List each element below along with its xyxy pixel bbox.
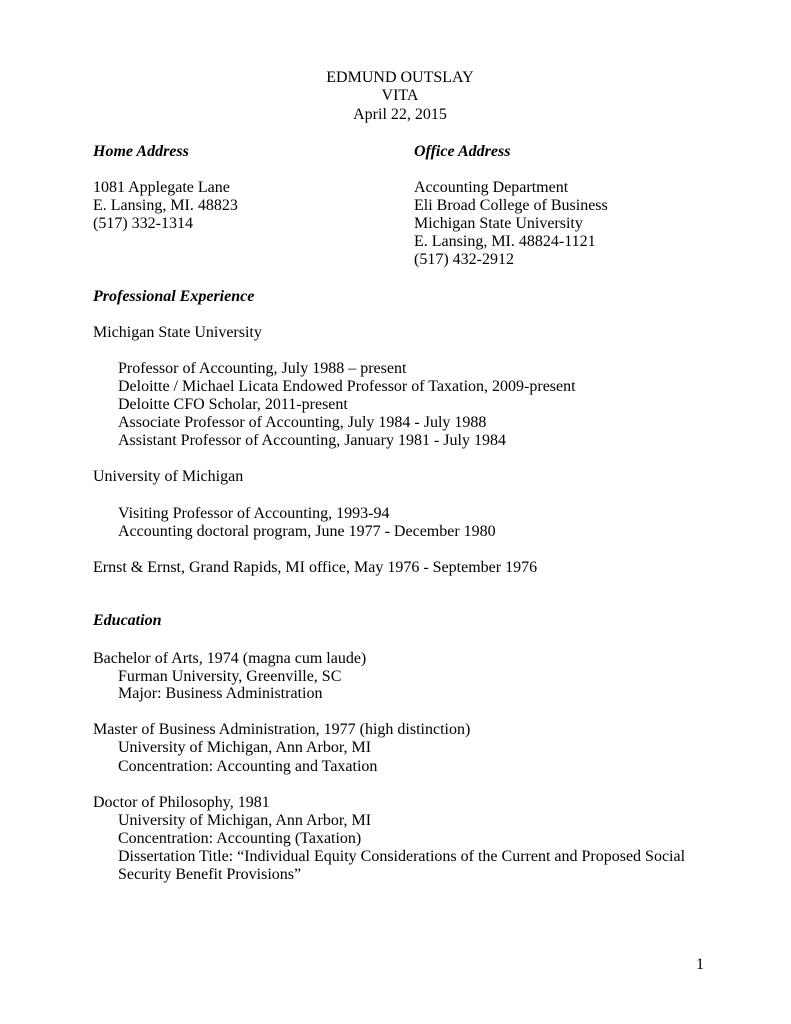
degree-detail: Dissertation Title: “Individual Equity Considerations of the Current and Proposed Social xyxy=(118,848,686,865)
education-heading: Education xyxy=(93,612,162,629)
cv-name: EDMUND OUTSLAY xyxy=(326,69,474,86)
degree-mba: Master of Business Administration, 1977 (high distinction) xyxy=(93,721,471,738)
home-address-heading: Home Address xyxy=(93,143,189,160)
position-item: Accounting doctoral program, June 1977 - December 1980 xyxy=(118,523,496,540)
office-address-line: E. Lansing, MI. 48824-1121 xyxy=(414,233,596,250)
degree-detail: Furman University, Greenville, SC xyxy=(118,668,342,685)
position-item: Deloitte CFO Scholar, 2011-present xyxy=(118,396,348,413)
office-address-line: Eli Broad College of Business xyxy=(414,197,608,214)
degree-detail: Concentration: Accounting and Taxation xyxy=(118,758,378,775)
degree-phd: Doctor of Philosophy, 1981 xyxy=(93,794,270,811)
position-item: Visiting Professor of Accounting, 1993-94 xyxy=(118,505,390,522)
office-address-line: Michigan State University xyxy=(414,215,583,232)
employer-msu: Michigan State University xyxy=(93,324,262,341)
degree-detail: Major: Business Administration xyxy=(118,685,323,702)
cv-date: April 22, 2015 xyxy=(353,106,447,123)
degree-detail: Security Benefit Provisions” xyxy=(118,866,302,883)
degree-ba: Bachelor of Arts, 1974 (magna cum laude) xyxy=(93,650,367,667)
home-address-line: 1081 Applegate Lane xyxy=(93,179,230,196)
position-item: Deloitte / Michael Licata Endowed Professor of Taxation, 2009-present xyxy=(118,378,576,395)
office-address-line: (517) 432-2912 xyxy=(414,251,514,268)
employer-ernst: Ernst & Ernst, Grand Rapids, MI office, May 1976 - September 1976 xyxy=(93,559,538,576)
office-address-heading: Office Address xyxy=(414,143,511,160)
home-address-line: (517) 332-1314 xyxy=(93,215,193,232)
page-number: 1 xyxy=(696,956,704,973)
experience-heading: Professional Experience xyxy=(93,288,255,305)
position-item: Assistant Professor of Accounting, January 1981 - July 1984 xyxy=(118,432,506,449)
degree-detail: Concentration: Accounting (Taxation) xyxy=(118,830,362,847)
home-address-line: E. Lansing, MI. 48823 xyxy=(93,197,238,214)
cv-subtitle: VITA xyxy=(381,87,419,104)
position-item: Professor of Accounting, July 1988 – present xyxy=(118,360,407,377)
position-item: Associate Professor of Accounting, July 1984 - July 1988 xyxy=(118,414,487,431)
degree-detail: University of Michigan, Ann Arbor, MI xyxy=(118,812,372,829)
degree-detail: University of Michigan, Ann Arbor, MI xyxy=(118,739,372,756)
employer-um: University of Michigan xyxy=(93,468,244,485)
office-address-line: Accounting Department xyxy=(414,179,569,196)
